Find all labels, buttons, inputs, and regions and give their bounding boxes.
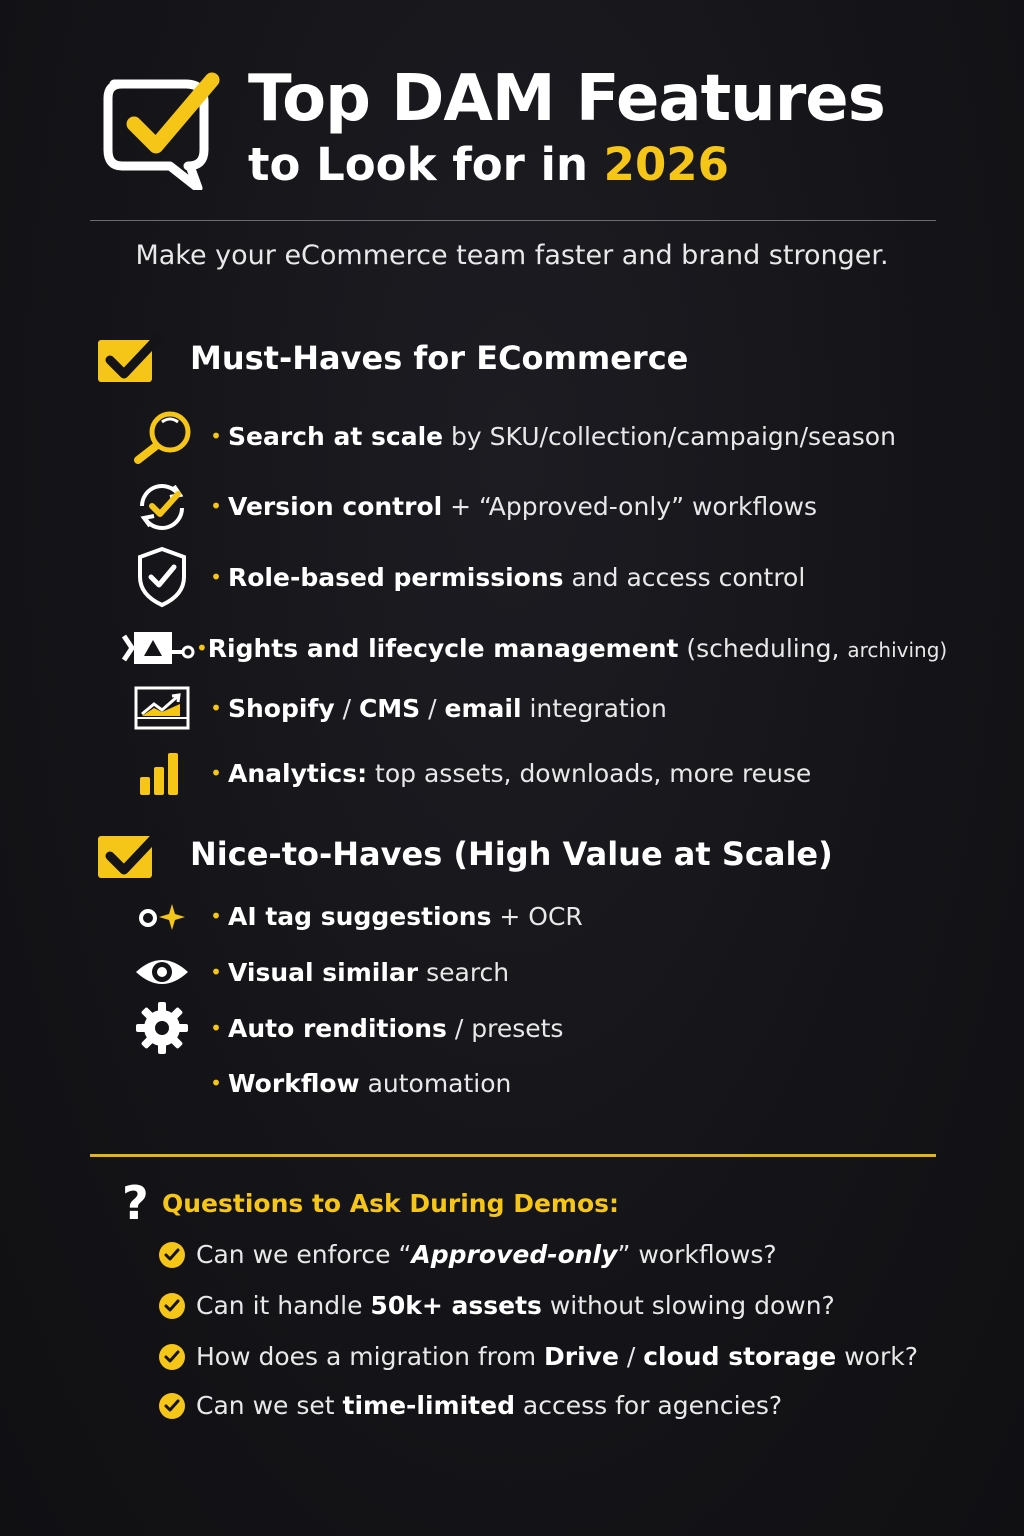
nice-to-haves-title: Nice-to-Haves (High Value at Scale) <box>190 835 833 873</box>
bullet: • <box>210 696 222 720</box>
feature-text: Search at scale by SKU/collection/campaign/season <box>228 421 896 451</box>
question-item <box>158 1291 835 1320</box>
feature-analytics <box>120 745 920 801</box>
nice-to-haves-heading <box>96 826 833 882</box>
feature-version-control <box>120 478 920 534</box>
title-year: 2026 <box>603 138 729 191</box>
bullet: • <box>210 494 222 518</box>
must-haves-heading <box>96 330 688 386</box>
feature-text: Shopify / CMS / email integration <box>228 693 667 723</box>
feature-visual-search <box>120 944 920 1000</box>
feature-text: Rights and lifecycle management (scheduling, archiving) <box>207 633 948 663</box>
shield-check-icon <box>132 545 192 609</box>
integration-chart-icon <box>132 684 192 732</box>
question-mark-icon: ? <box>122 1176 149 1230</box>
title-prefix: to Look for in <box>248 138 604 191</box>
must-haves-title: Must-Haves for ECommerce <box>190 339 689 377</box>
checkbox-icon <box>96 828 164 880</box>
check-circle-icon <box>158 1343 186 1371</box>
feature-workflow-automation <box>120 1055 920 1111</box>
feature-ai-tags <box>120 888 920 944</box>
feature-search-at-scale <box>120 408 920 464</box>
checkbox-icon <box>96 332 164 384</box>
feature-text: Role-based permissions and access control <box>228 562 806 592</box>
check-circle-icon <box>158 1241 186 1269</box>
bullet: • <box>210 904 222 928</box>
bullet: • <box>210 1071 222 1095</box>
bullet: • <box>196 636 208 660</box>
question-item <box>158 1342 918 1371</box>
feature-integrations <box>120 680 920 736</box>
header-divider <box>90 220 936 221</box>
magnifier-icon <box>126 408 198 464</box>
gear-icon <box>134 1000 190 1056</box>
bullet: • <box>210 424 222 448</box>
questions-divider <box>90 1154 936 1157</box>
page-title: Top DAM Features <box>248 62 885 136</box>
ai-sparkle-icon <box>132 896 192 936</box>
lifecycle-icon <box>120 628 196 668</box>
questions-heading <box>122 1176 619 1230</box>
feature-role-permissions <box>120 549 920 605</box>
question-text: How does a migration from Drive / cloud storage work? <box>196 1342 918 1371</box>
bar-chart-icon <box>134 749 190 797</box>
page-title-line2 <box>248 138 729 191</box>
question-item <box>158 1240 777 1269</box>
bullet: • <box>210 565 222 589</box>
feature-text: Visual similar search <box>228 957 510 987</box>
feature-text: Workflow automation <box>228 1068 512 1098</box>
header <box>100 58 940 198</box>
question-item <box>158 1391 782 1420</box>
chat-check-logo-icon <box>100 66 220 190</box>
refresh-check-icon <box>132 478 192 534</box>
feature-text: Version control + “Approved-only” workflows <box>228 491 817 521</box>
eye-icon <box>132 952 192 992</box>
feature-text: Auto renditions / presets <box>228 1013 564 1043</box>
icon-placeholder <box>120 1055 204 1111</box>
bullet: • <box>210 960 222 984</box>
bullet: • <box>210 761 222 785</box>
feature-text: AI tag suggestions + OCR <box>228 901 583 931</box>
check-circle-icon <box>158 1392 186 1420</box>
feature-auto-renditions <box>120 1000 920 1056</box>
feature-text: Analytics: top assets, downloads, more reuse <box>228 758 812 788</box>
question-text: Can we set time-limited access for agencies? <box>196 1391 783 1420</box>
subtitle: Make your eCommerce team faster and brand stronger. <box>135 240 889 271</box>
question-text: Can we enforce “Approved-only” workflows? <box>196 1240 777 1269</box>
bullet: • <box>210 1016 222 1040</box>
feature-rights-lifecycle <box>120 620 948 676</box>
questions-title: Questions to Ask During Demos: <box>162 1188 620 1218</box>
question-text: Can it handle 50k+ assets without slowing down? <box>196 1291 835 1320</box>
check-circle-icon <box>158 1292 186 1320</box>
